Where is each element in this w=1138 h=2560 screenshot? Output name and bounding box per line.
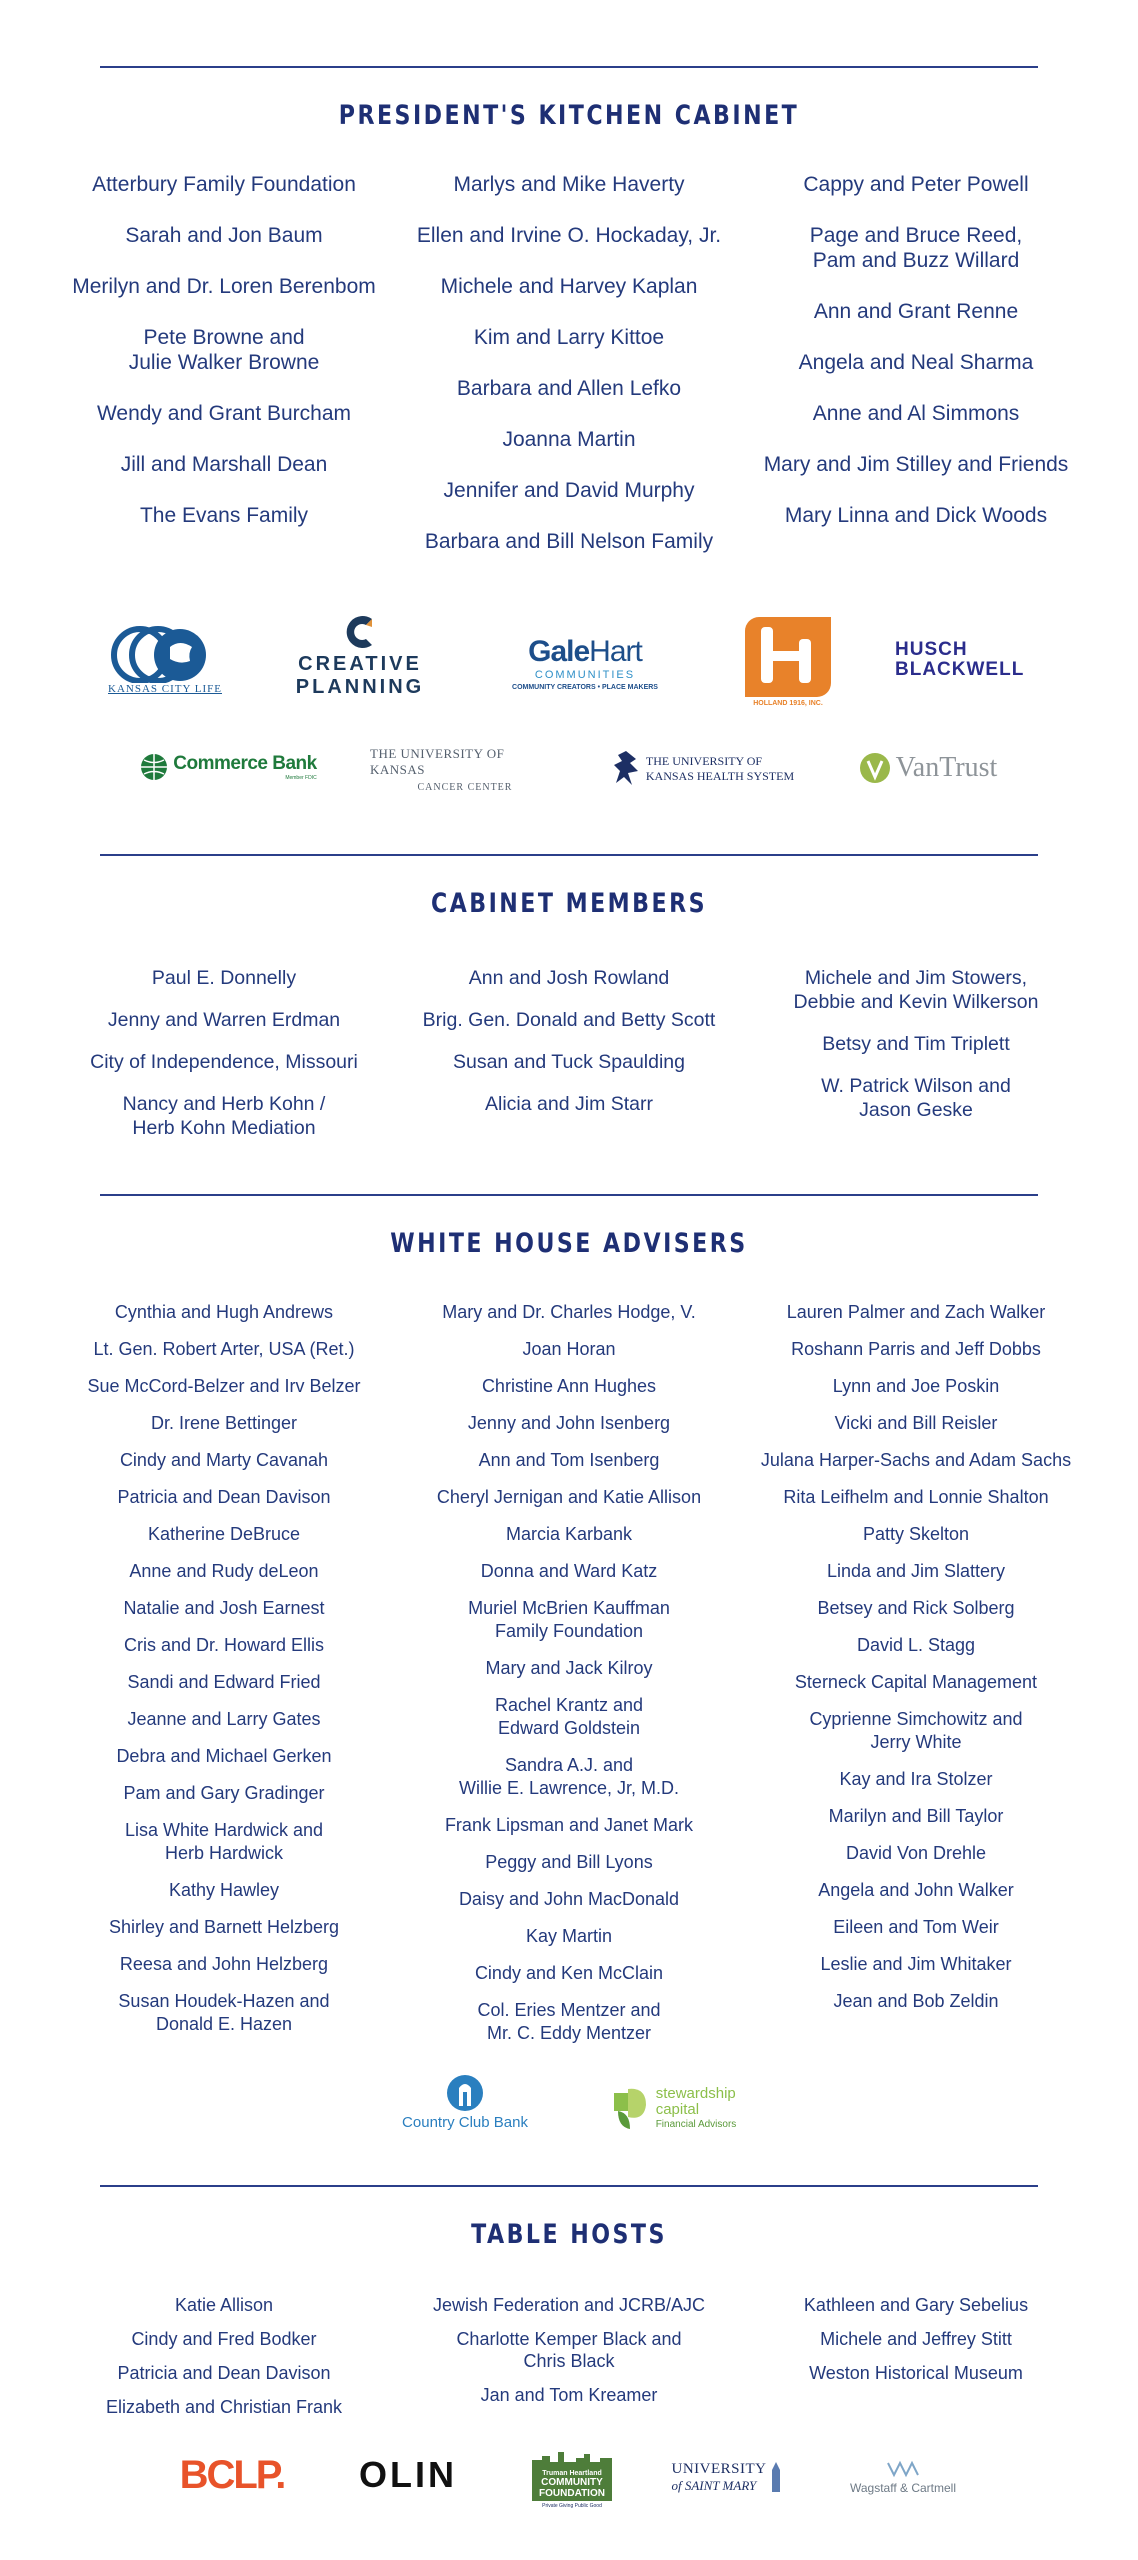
name-entry: David Von Drehle [845, 1843, 987, 1863]
name-entry: Brig. Gen. Donald and Betty Scott [422, 1009, 716, 1031]
cabinet-col-2 [404, 966, 734, 1134]
name-entry: Cris and Dr. Howard Ellis [123, 1635, 325, 1655]
section-title-cabinet-members: CABINET MEMBERS [430, 888, 708, 919]
commerce-bank-fdic: Member FDIC [285, 775, 317, 781]
olin-text: OLIN [359, 2454, 457, 2495]
divider [100, 1194, 1038, 1196]
name-entry: Dr. Irene Bettinger [150, 1413, 298, 1433]
name-entry: Ann and Tom Isenberg [478, 1450, 660, 1470]
holland-logo [744, 614, 832, 710]
name-entry: Lisa White Hardwick and Herb Hardwick [124, 1820, 324, 1863]
olin-logo [348, 2448, 468, 2502]
name-entry: Cindy and Fred Bodker [131, 2329, 317, 2349]
name-entry: City of Independence, Missouri [90, 1051, 358, 1073]
name-entry: Sarah and Jon Baum [125, 224, 323, 247]
name-entry: Ann and Grant Renne [813, 300, 1019, 323]
kansas-city-life-logo [100, 620, 230, 700]
name-entry: Lt. Gen. Robert Arter, USA (Ret.) [93, 1339, 355, 1359]
name-entry: Vicki and Bill Reisler [834, 1413, 998, 1433]
section-title-white-house-advisers: WHITE HOUSE ADVISERS [390, 1228, 748, 1259]
ku-cancer-center-text-1: THE UNIVERSITY OF KANSAS [370, 745, 505, 777]
name-entry: Ellen and Irvine O. Hockaday, Jr. [416, 224, 722, 247]
name-entry: Merilyn and Dr. Loren Berenbom [72, 275, 376, 298]
name-entry: Kathy Hawley [168, 1880, 280, 1900]
advisers-col-3 [751, 1301, 1081, 2027]
name-entry: Cappy and Peter Powell [803, 173, 1029, 196]
stewardship-leaf-icon [608, 2083, 652, 2133]
foundation-text: FOUNDATION [539, 2487, 605, 2499]
name-entry: Jean and Bob Zeldin [833, 1991, 999, 2011]
divider [100, 66, 1038, 68]
hosts-col-2 [404, 2294, 734, 2418]
name-entry: Cynthia and Hugh Andrews [114, 1302, 334, 1322]
name-entry: Roshann Parris and Jeff Dobbs [791, 1339, 1041, 1359]
name-entry: Linda and Jim Slattery [826, 1561, 1006, 1581]
name-entry: Angela and John Walker [818, 1880, 1014, 1900]
name-entry: Kim and Larry Kittoe [473, 326, 665, 349]
name-entry: Natalie and Josh Earnest [123, 1598, 325, 1618]
country-club-bank-logo [390, 2070, 540, 2134]
usm-tower-icon [767, 2462, 785, 2492]
hosts-col-1 [59, 2294, 389, 2430]
name-entry: Col. Eries Mentzer and Mr. C. Eddy Mentzer [477, 2000, 661, 2043]
name-entry: David L. Stagg [856, 1635, 976, 1655]
country-club-bank-emblem-icon [445, 2074, 485, 2112]
ku-health-text-2: KANSAS HEALTH SYSTEM [645, 769, 795, 783]
section-title-table-hosts: TABLE HOSTS [471, 2219, 667, 2250]
ku-health-text-1: THE UNIVERSITY OF [645, 754, 763, 768]
commerce-bank-logo [128, 750, 328, 784]
name-entry: Betsey and Rick Solberg [817, 1598, 1015, 1618]
cabinet-col-3 [751, 966, 1081, 1140]
ku-cancer-center-text-2: CANCER CENTER [417, 781, 513, 793]
name-entry: Sandi and Edward Fried [127, 1672, 321, 1692]
name-entry: Nancy and Herb Kohn / Herb Kohn Mediation [122, 1093, 326, 1139]
vantrust-logo [845, 748, 1010, 788]
kitchen-col-3 [751, 172, 1081, 554]
blackwell-text: BLACKWELL [895, 659, 1025, 680]
name-entry: Jennifer and David Murphy [443, 479, 695, 502]
name-entry: Page and Bruce Reed, Pam and Buzz Willard [809, 224, 1023, 272]
name-entry: Atterbury Family Foundation [92, 173, 356, 196]
name-entry: Wendy and Grant Burcham [96, 402, 352, 425]
name-entry: Mary and Jack Kilroy [485, 1658, 653, 1678]
name-entry: Jill and Marshall Dean [120, 453, 328, 476]
name-entry: Debra and Michael Gerken [116, 1746, 332, 1766]
name-entry: Peggy and Bill Lyons [485, 1852, 653, 1872]
name-entry: Jenny and John Isenberg [467, 1413, 671, 1433]
husch-text: HUSCH [895, 639, 968, 660]
name-entry: Cindy and Ken McClain [474, 1963, 664, 1983]
name-entry: Lauren Palmer and Zach Walker [786, 1302, 1046, 1322]
university-of-saint-mary-logo [668, 2452, 788, 2502]
name-entry: Eileen and Tom Weir [833, 1917, 999, 1937]
truman-heartland-tagline: Private Giving Public Good [542, 2502, 602, 2509]
name-entry: Anne and Al Simmons [812, 402, 1020, 425]
name-entry: Cyprienne Simchowitz and Jerry White [809, 1709, 1023, 1752]
gale-hart-logo [490, 628, 680, 698]
name-entry: Angela and Neal Sharma [798, 351, 1034, 374]
name-entry: Jeanne and Larry Gates [127, 1709, 321, 1729]
name-entry: Jenny and Warren Erdman [107, 1009, 341, 1031]
creative-planning-c-icon [342, 613, 378, 651]
gale-hart-tagline: COMMUNITY CREATORS • PLACE MAKERS [512, 684, 658, 691]
name-entry: Weston Historical Museum [809, 2363, 1023, 2383]
name-entry: Sue McCord-Belzer and Irv Belzer [87, 1376, 361, 1396]
name-entry: Cheryl Jernigan and Katie Allison [436, 1487, 702, 1507]
divider [100, 854, 1038, 856]
name-entry: Charlotte Kemper Black and Chris Black [456, 2329, 682, 2371]
name-entry: Barbara and Bill Nelson Family [424, 530, 714, 553]
name-entry: Michele and Jeffrey Stitt [820, 2329, 1012, 2349]
jayhawk-flame-icon [612, 749, 640, 789]
name-entry: Pam and Gary Gradinger [123, 1783, 325, 1803]
name-entry: Sterneck Capital Management [794, 1672, 1038, 1692]
name-entry: Leslie and Jim Whitaker [820, 1954, 1012, 1974]
wagstaff-cartmell-emblem-icon [886, 2459, 920, 2479]
truman-heartland-skyline-icon [532, 2450, 612, 2468]
name-entry: Michele and Jim Stowers, Debbie and Kevin Wilkerson [793, 967, 1039, 1013]
name-entry: Ann and Josh Rowland [468, 967, 670, 989]
name-entry: Michele and Harvey Kaplan [440, 275, 698, 298]
name-entry: Lynn and Joe Poskin [832, 1376, 1000, 1396]
name-entry: Barbara and Allen Lefko [456, 377, 682, 400]
name-entry: Kay Martin [525, 1926, 613, 1946]
name-entry: Reesa and John Helzberg [119, 1954, 329, 1974]
commerce-bank-globe-icon [139, 752, 169, 782]
name-entry: Pete Browne and Julie Walker Browne [128, 326, 320, 374]
gale-hart-hart: Hart [589, 635, 642, 668]
truman-heartland-text: Truman Heartland [542, 2469, 602, 2477]
name-entry: Joan Horan [522, 1339, 616, 1359]
kansas-city-life-emblem-icon [110, 625, 220, 683]
name-entry: Mary and Jim Stilley and Friends [763, 453, 1069, 476]
name-entry: Donna and Ward Katz [480, 1561, 658, 1581]
kansas-city-life-text: KANSAS CITY LIFE [108, 683, 222, 695]
cabinet-col-1 [59, 966, 389, 1158]
advisers-col-2 [404, 1301, 734, 2059]
usm-text-2: of SAINT MARY [671, 2477, 757, 2493]
name-entry: Rachel Krantz and Edward Goldstein [494, 1695, 644, 1738]
name-entry: The Evans Family [139, 504, 309, 527]
bclp-text: BCLP. [179, 2452, 285, 2497]
divider [100, 2185, 1038, 2187]
name-entry: Kathleen and Gary Sebelius [803, 2295, 1029, 2315]
name-entry: Frank Lipsman and Janet Mark [444, 1815, 694, 1835]
ku-cancer-center-logo [370, 745, 560, 793]
name-entry: Marilyn and Bill Taylor [828, 1806, 1004, 1826]
name-entry: Daisy and John MacDonald [458, 1889, 680, 1909]
name-entry: Elizabeth and Christian Frank [105, 2397, 343, 2417]
advisers-col-1 [59, 1301, 389, 2050]
name-entry: Julana Harper-Sachs and Adam Sachs [760, 1450, 1072, 1470]
name-entry: Marlys and Mike Haverty [453, 173, 685, 196]
stewardship-text: stewardship [655, 2084, 736, 2102]
truman-heartland-logo [526, 2442, 618, 2516]
name-entry: Betsy and Tim Triplett [822, 1033, 1010, 1055]
name-entry: Patty Skelton [862, 1524, 970, 1544]
name-entry: Marcia Karbank [505, 1524, 633, 1544]
bclp-logo [172, 2448, 292, 2502]
name-entry: Sandra A.J. and Willie E. Lawrence, Jr, M.D. [458, 1755, 680, 1798]
name-entry: Susan and Tuck Spaulding [452, 1051, 685, 1073]
capital-text: capital [655, 2100, 700, 2118]
gale-hart-gale: Gale [528, 635, 590, 668]
section-title-kitchen-cabinet: PRESIDENT'S KITCHEN CABINET [338, 100, 800, 131]
commerce-bank-text: Commerce Bank [173, 753, 317, 774]
name-entry: Joanna Martin [502, 428, 636, 451]
country-club-bank-text: Country Club Bank [402, 2113, 528, 2131]
holland-text: HOLLAND 1916, INC. [753, 700, 823, 707]
name-entry: Christine Ann Hughes [481, 1376, 657, 1396]
name-entry: Alicia and Jim Starr [485, 1093, 653, 1115]
hosts-col-3 [751, 2294, 1081, 2396]
financial-advisors-text: Financial Advisors [655, 2118, 737, 2130]
name-entry: Katherine DeBruce [147, 1524, 301, 1544]
name-entry: Jan and Tom Kreamer [480, 2385, 658, 2405]
name-entry: Rita Leifhelm and Lonnie Shalton [783, 1487, 1049, 1507]
creative-planning-text-1: CREATIVE [298, 653, 422, 675]
name-entry: Patricia and Dean Davison [117, 2363, 331, 2383]
name-entry: Kay and Ira Stolzer [839, 1769, 993, 1789]
vantrust-leaf-icon [858, 751, 892, 785]
holland-h-mark [745, 617, 831, 697]
wagstaff-cartmell-logo [833, 2452, 973, 2502]
kitchen-col-1 [59, 172, 389, 554]
name-entry: Anne and Rudy deLeon [129, 1561, 319, 1581]
stewardship-capital-logo [592, 2080, 752, 2136]
name-entry: Susan Houdek-Hazen and Donald E. Hazen [118, 1991, 330, 2034]
creative-planning-text-2: PLANNING [295, 676, 425, 698]
name-entry: Jewish Federation and JCRB/AJC [432, 2295, 706, 2315]
name-entry: Cindy and Marty Cavanah [119, 1450, 329, 1470]
name-entry: Mary Linna and Dick Woods [784, 504, 1048, 527]
name-entry: Shirley and Barnett Helzberg [108, 1917, 340, 1937]
name-entry: W. Patrick Wilson and Jason Geske [821, 1075, 1011, 1121]
name-entry: Patricia and Dean Davison [117, 1487, 331, 1507]
creative-planning-logo [285, 606, 435, 706]
husch-blackwell-logo [895, 638, 1045, 682]
wagstaff-cartmell-text: Wagstaff & Cartmell [849, 2481, 957, 2495]
gale-hart-communities: COMMUNITIES [534, 669, 636, 681]
name-entry: Katie Allison [174, 2295, 274, 2315]
community-text: COMMUNITY [541, 2476, 603, 2488]
ku-health-system-logo [608, 748, 798, 790]
usm-text-1: UNIVERSITY [671, 2460, 767, 2477]
name-entry: Mary and Dr. Charles Hodge, V. [442, 1302, 696, 1322]
name-entry: Paul E. Donnelly [151, 967, 297, 989]
kitchen-col-2 [404, 172, 734, 580]
name-entry: Muriel McBrien Kauffman Family Foundation [468, 1598, 670, 1641]
vantrust-text: VanTrust [895, 752, 998, 783]
